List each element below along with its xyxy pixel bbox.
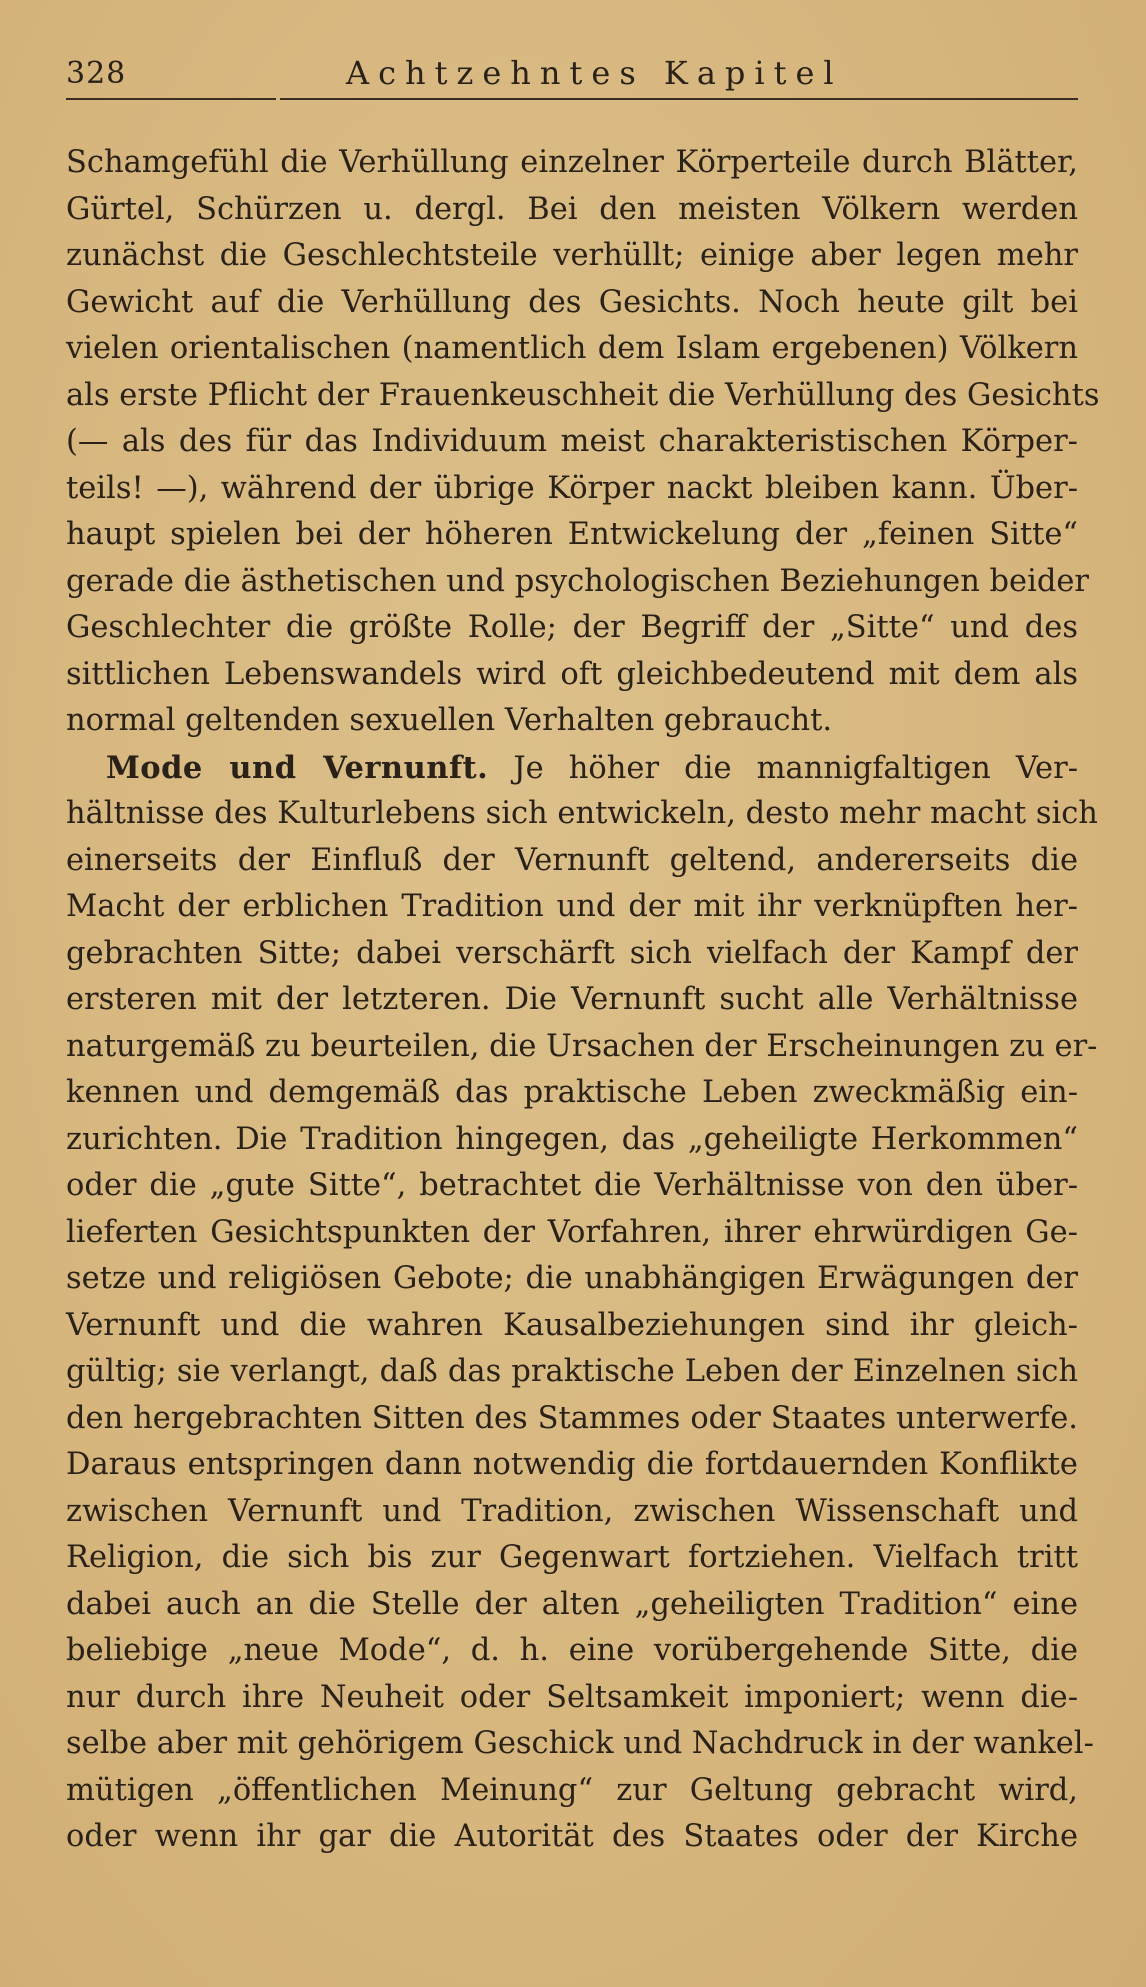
text-line: Geschlechter die größte Rolle; der Begriff der „Sitte“ und des (66, 610, 1078, 645)
text-line: normal geltenden sexuellen Verhalten gebraucht. (66, 703, 833, 738)
page-number: 328 (66, 56, 127, 91)
text-line: dabei auch an die Stelle der alten „geheiligten Tradition“ eine (66, 1586, 1078, 1622)
header-rule-left (66, 98, 276, 100)
text-line: Gewicht auf die Verhüllung des Gesichts. Noch heute gilt bei (66, 284, 1078, 320)
text-line-first (66, 745, 1078, 792)
header-rule-right (280, 98, 1078, 100)
paragraph-2 (66, 745, 1098, 1861)
text-line: nur durch ihre Neuheit oder Seltsamkeit imponiert; wenn die- (66, 1679, 1078, 1715)
text-line: setze und religiösen Gebote; die unabhängigen Erwägungen der (66, 1261, 1078, 1296)
text-line: beliebige „neue Mode“, d. h. eine vorübergehende Sitte, die (66, 1633, 1078, 1668)
text-line: Schamgefühl die Verhüllung einzelner Körperteile durch Blätter, (66, 145, 1078, 180)
text-line: teils! —), während der übrige Körper nackt bleiben kann. Über- (66, 470, 1078, 506)
text-line: Daraus entspringen dann notwendig die fortdauernden Konflikte (66, 1447, 1078, 1482)
text-fragment: Je höher die mannigfaltigen Ver- (513, 750, 1078, 786)
text-line: gerade die ästhetischen und psychologischen Beziehungen beider (66, 563, 1090, 599)
text-line: gebrachten Sitte; dabei verschärft sich vielfach der Kampf der (66, 935, 1078, 971)
text-line: mütigen „öffentlichen Meinung“ zur Geltung gebracht wird, (66, 1772, 1078, 1808)
text-line: zunächst die Geschlechtsteile verhüllt; einige aber legen mehr (66, 238, 1078, 273)
text-line: oder die „gute Sitte“, betrachtet die Verhältnisse von den über- (66, 1168, 1078, 1203)
section-lead-heading: Mode und Vernunft. (106, 749, 489, 786)
text-line: hältnisse des Kulturlebens sich entwickeln, desto mehr macht sich (66, 796, 1098, 831)
page-header (66, 52, 1078, 102)
text-line: als erste Pflicht der Frauenkeuschheit die Verhüllung des Gesichts (66, 377, 1100, 413)
text-line: Religion, die sich bis zur Gegenwart fortziehen. Vielfach tritt (66, 1540, 1078, 1575)
text-line: Vernunft und die wahren Kausalbeziehungen sind ihr gleich- (66, 1307, 1078, 1343)
text-line: Macht der erblichen Tradition und der mit ihr verknüpften her- (66, 889, 1078, 924)
text-line: haupt spielen bei der höheren Entwickelung der „feinen Sitte“ (66, 517, 1078, 552)
text-line: selbe aber mit gehörigem Geschick und Nachdruck in der wankel- (66, 1726, 1094, 1761)
text-line: naturgemäß zu beurteilen, die Ursachen der Erscheinungen zu er- (66, 1028, 1098, 1064)
text-line: zwischen Vernunft und Tradition, zwischen Wissenschaft und (66, 1493, 1078, 1529)
text-line: den hergebrachten Sitten des Stammes oder Staates unterwerfe. (66, 1400, 1078, 1436)
text-line: gültig; sie verlangt, daß das praktische Leben der Einzelnen sich (66, 1354, 1078, 1389)
body-text (66, 140, 1100, 1861)
paragraph-1 (66, 140, 1100, 745)
text-line: (— als des für das Individuum meist charakteristischen Körper- (66, 424, 1078, 459)
text-line: zurichten. Die Tradition hingegen, das „geheiligte Herkommen“ (66, 1121, 1078, 1157)
text-line: lieferten Gesichtspunkten der Vorfahren, ihrer ehrwürdigen Ge- (66, 1214, 1078, 1250)
text-line: sittlichen Lebenswandels wird oft gleichbedeutend mit dem als (66, 656, 1078, 692)
text-line: vielen orientalischen (namentlich dem Islam ergebenen) Völkern (66, 331, 1078, 366)
text-line: einerseits der Einfluß der Vernunft geltend, andererseits die (66, 842, 1078, 878)
text-line: oder wenn ihr gar die Autorität des Staates oder der Kirche (66, 1819, 1078, 1854)
running-head: Achtzehntes Kapitel (346, 54, 843, 92)
text-line: Gürtel, Schürzen u. dergl. Bei den meisten Völkern werden (66, 191, 1078, 227)
text-line: ersteren mit der letzteren. Die Vernunft sucht alle Verhältnisse (66, 982, 1078, 1017)
text-line: kennen und demgemäß das praktische Leben zweckmäßig ein- (66, 1075, 1078, 1110)
